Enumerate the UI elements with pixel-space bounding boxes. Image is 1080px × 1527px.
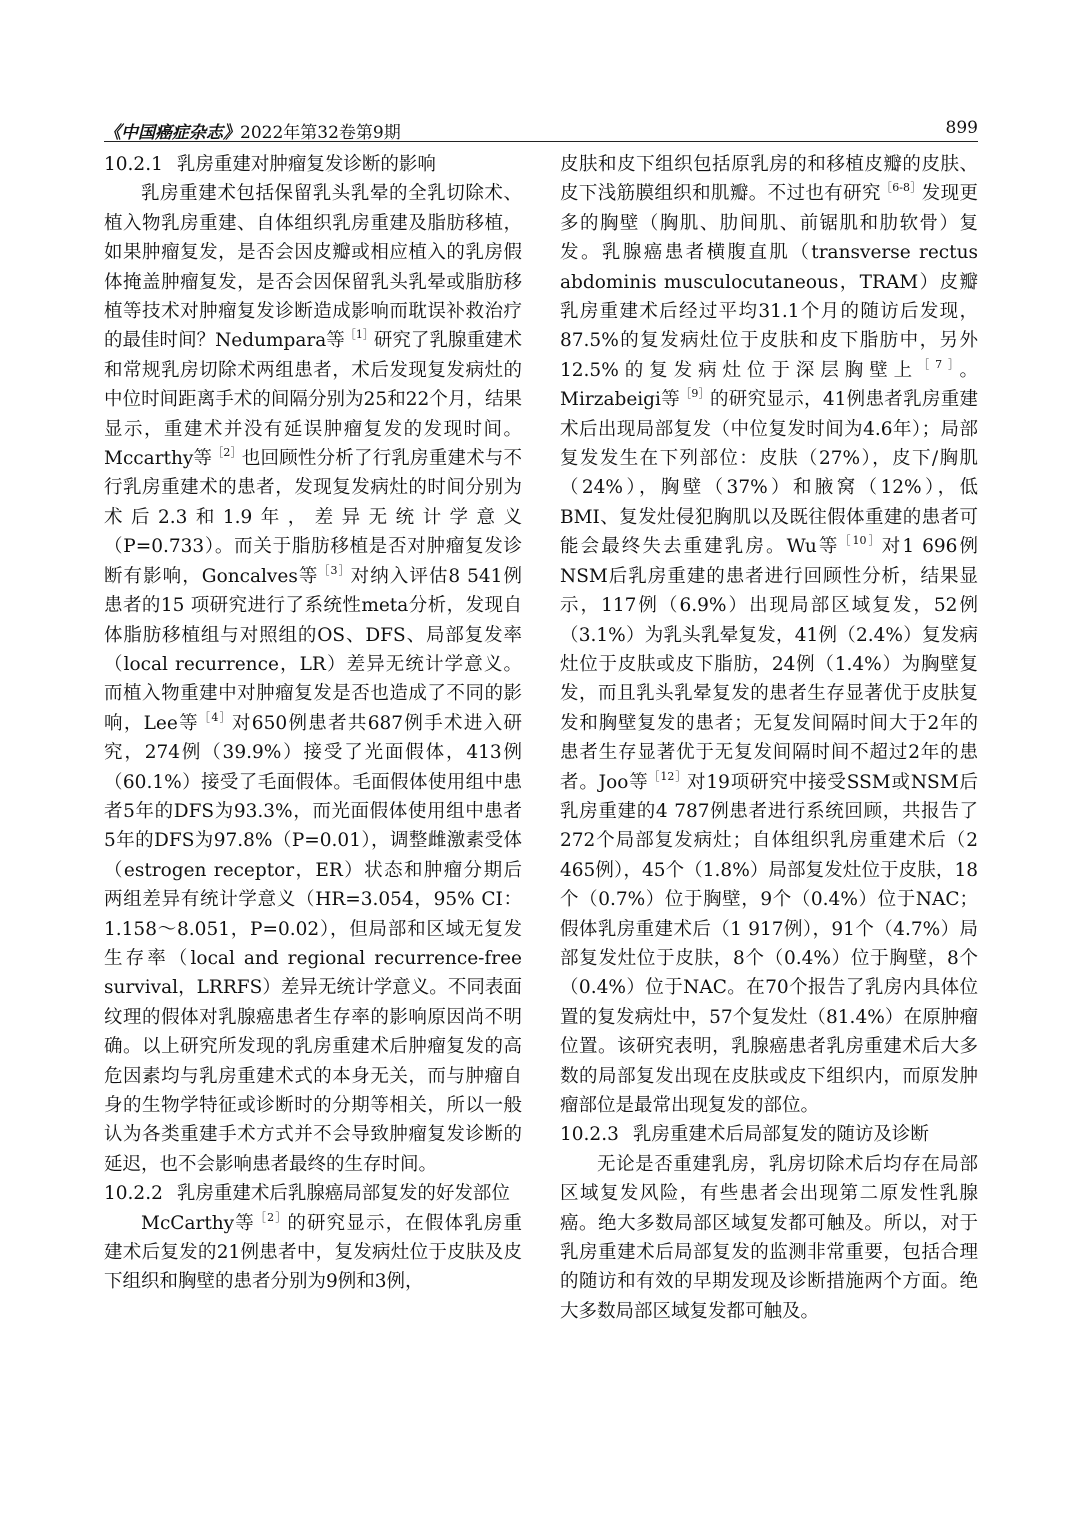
text-run: 对650例患者共687例手术进入研究，274例（39.9%）接受了光面假体，413例（60.1%）接受了毛面假体。毛面假体使用组中患者5年的DFS为93.3%，而光面假体使用组中患者5年的DFS为97.8%（P=0.01），调整雌激素受体（estrogen receptor，ER）状态和肿瘤分期后两组差异有统计学意义（HR=3.054，95% CI：1.158～8.051，P=0.02），但局部和区域无复发生存率（local and regional recurrence-free survival，LRRFS）差异无统计学意义。不同表面纹理的假体对乳腺癌患者生存率的影响原因尚不明确。以上研究所发现的乳房重建术后肿瘤复发的高危因素均与乳房重建术式的本身无关，而与肿瘤自身的生物学特征或诊断时的分期等相关，所以一般认为各类重建手术方式并不会导致肿瘤复发诊断的延迟，也不会影响患者最终的生存时间。: [104, 712, 523, 1175]
section-number: 10.2.1: [104, 154, 163, 175]
paragraph: [560, 1150, 978, 1326]
journal-issue: 2022年第32卷第9期: [240, 123, 401, 143]
citation-ref[interactable]: ［6-8］: [880, 181, 922, 195]
text-run: 研究了乳腺重建术和常规乳房切除术两组患者，术后发现复发病灶的中位时间距离手术的间隔分别为25和22个月，结果显示，重建术并没有延误肿瘤复发的发现时间。Mccarthy等: [104, 330, 523, 470]
section-title: 乳房重建对肿瘤复发诊断的影响: [176, 154, 436, 175]
citation-ref[interactable]: ［4］: [199, 710, 232, 724]
paragraph: [104, 179, 522, 1179]
section-number: 10.2.3: [560, 1124, 619, 1146]
citation-ref[interactable]: ［2］: [254, 1210, 288, 1224]
section-heading-10-2-3: [560, 1120, 978, 1149]
right-column: [560, 150, 978, 1326]
section-heading-10-2-1: [104, 150, 522, 179]
header-rule: [104, 141, 978, 142]
text-run: 对纳入评估8 541例患者的15 项研究进行了系统性meta分析，发现自体脂肪移植组与对照组的OS、DFS、局部复发率（local recurrence，LR）差异无统计学意义。而植入物重建中对肿瘤复发是否也造成了不同的影响，Lee等: [104, 565, 523, 734]
citation-ref[interactable]: ［7］: [918, 357, 960, 371]
text-run: 无论是否重建乳房，乳房切除术后均存在局部区域复发风险，有些患者会出现第二原发性乳腺癌。绝大多数局部区域复发都可触及。所以，对于乳房重建术后局部复发的监测非常重要，包括合理的随访和有效的早期发现及诊断措施两个方面。绝大多数局部区域复发都可触及。: [560, 1153, 978, 1322]
text-run: McCarthy等: [141, 1212, 255, 1234]
paragraph: [104, 1209, 522, 1297]
citation-ref[interactable]: ［2］: [212, 446, 242, 460]
section-title: 乳房重建术后局部复发的随访及诊断: [632, 1124, 929, 1146]
text-run: 发现更多的胸壁（胸肌、肋间肌、前锯肌和肋软骨）复发。乳腺癌患者横腹直肌（transverse rectus abdominis musculocutaneous，TRAM）皮瓣乳房重建术后经过平均31.1个月的随访后发现，87.5%的复发病灶位于皮肤和皮下脂肪中，另外12.5%的复发病灶位于深层胸壁上: [560, 183, 978, 381]
text-run: 皮肤和皮下组织包括原乳房的和移植皮瓣的皮肤、皮下浅筋膜组织和肌瓣。不过也有研究: [560, 154, 978, 205]
citation-ref[interactable]: ［12］: [648, 769, 688, 783]
citation-ref[interactable]: ［1］: [344, 328, 374, 342]
section-number: 10.2.2: [104, 1183, 163, 1205]
text-run: 。Mirzabeigi等: [560, 359, 978, 411]
running-header: [104, 112, 978, 142]
page-number: 899: [945, 118, 978, 138]
text-run: 的研究显示，在假体乳房重建术后复发的21例患者中，复发病灶位于皮肤及皮下组织和胸壁的患者分别为9例和3例，: [104, 1212, 523, 1293]
left-column: [104, 150, 522, 1297]
journal-citation: [104, 118, 401, 143]
text-run: 对19项研究中接受SSM或NSM后乳房重建的4 787例患者进行系统回顾，共报告了272个局部复发病灶；自体组织乳房重建术后（2 465例），45个（1.8%）局部复发灶位于皮肤，18个（0.7%）位于胸壁，9个（0.4%）位于NAC；假体乳房重建术后（1 917例），91个（4.7%）局部复发灶位于皮肤，8个（0.4%）位于胸壁，8个（0.4%）位于NAC。在70个报告了乳房内具体位置的复发病灶中，57个复发灶（81.4%）在原肿瘤位置。该研究表明，乳腺癌患者乳房重建术后大多数的局部复发出现在皮肤或皮下组织内，而原发肿瘤部位是最常出现复发的部位。: [560, 771, 978, 1116]
section-title: 乳房重建术后乳腺癌局部复发的好发部位: [176, 1183, 510, 1205]
citation-ref[interactable]: ［10］: [839, 534, 882, 548]
section-heading-10-2-2: [104, 1179, 522, 1208]
text-run: 也回顾性分析了行乳房重建术与不行乳房重建术的患者，发现复发病灶的时间分别为术后2.3和1.9年，差异无统计学意义（P=0.733）。而关于脂肪移植是否对肿瘤复发诊断有影响，Goncalves等: [104, 448, 522, 587]
text-run: 的研究显示，41例患者乳房重建术后出现局部复发（中位复发时间为4.6年）；局部复发发生在下列部位：皮肤（27%），皮下/胸肌（24%），胸壁（37%）和腋窝（12%），低BMI、复发灶侵犯胸肌以及既往假体重建的患者可能会最终失去重建乳房。Wu等: [560, 389, 978, 558]
text-run: 对1 696例NSM后乳房重建的患者进行回顾性分析，结果显示，117例（6.9%）出现局部区域复发，52例（3.1%）为乳头乳晕复发，41例（2.4%）复发病灶位于皮肤或皮下脂肪，24例（1.4%）为胸壁复发，而且乳头乳晕复发的患者生存显著优于皮肤复发和胸壁复发的患者；无复发间隔时间大于2年的患者生存显著优于无复发间隔时间不超过2年的患者。Joo等: [560, 536, 979, 793]
citation-ref[interactable]: ［3］: [318, 563, 351, 577]
citation-ref[interactable]: ［9］: [680, 387, 710, 401]
journal-name: 《中国癌症杂志》: [104, 123, 240, 143]
text-run: 乳房重建术包括保留乳头乳晕的全乳切除术、植入物乳房重建、自体组织乳房重建及脂肪移植，如果肿瘤复发，是否会因皮瓣或相应植入的乳房假体掩盖肿瘤复发，是否会因保留乳头乳晕或脂肪移植等技术对肿瘤复发诊断造成影响而耽误补救治疗的最佳时间？Nedumpara等: [104, 183, 522, 352]
paragraph-continued: [560, 150, 978, 1120]
